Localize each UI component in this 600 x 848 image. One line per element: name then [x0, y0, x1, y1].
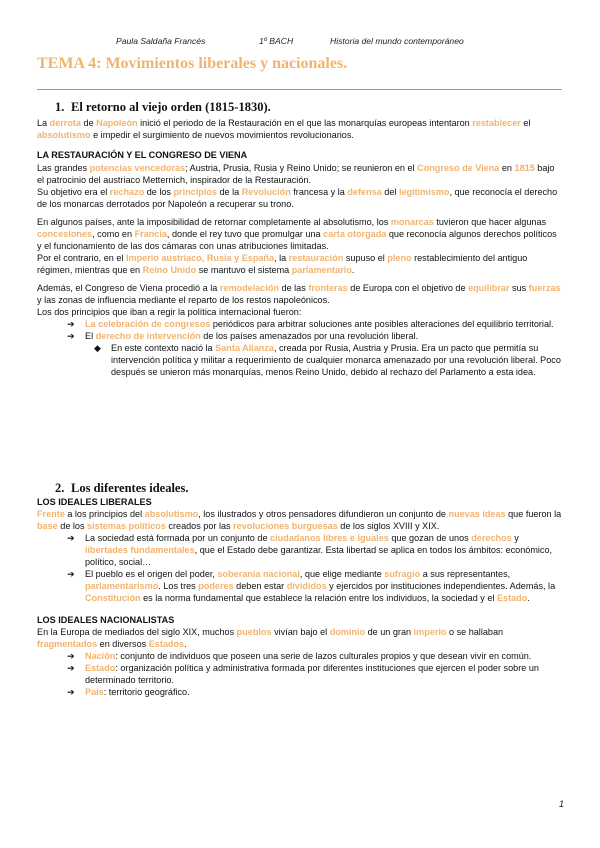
list-item-text: La sociedad está formada por un conjunto de ciudadanos libres e iguales que gozan de unos derechos y libertades fundamentales, que el Estado debe garantizar. Esta libertad se aplica en todos los ámbitos: económico, político, social… [85, 533, 553, 567]
highlighted-term: derecho de intervención [95, 331, 201, 341]
section-2-heading-text: Los diferentes ideales. [71, 481, 189, 495]
highlighted-term: libertades fundamentales [85, 545, 195, 555]
section-1-heading-text: El retorno al viejo orden (1815-1830). [71, 100, 271, 114]
highlighted-term: defensa [347, 187, 382, 197]
highlighted-term: monarcas [390, 217, 434, 227]
highlighted-term: pleno [387, 253, 412, 263]
list-item-text: Nación: conjunto de individuos que poseen una serie de lazos culturales propios y que desean vivir en común. [85, 651, 532, 661]
highlighted-term: Revolución [241, 187, 291, 197]
highlighted-term: absolutismo [37, 130, 91, 140]
highlighted-term: revoluciones burguesas [233, 521, 338, 531]
highlighted-term: sufragio [384, 569, 421, 579]
list-item [37, 662, 563, 686]
arrow-bullet-icon: ➔ [67, 331, 75, 341]
highlighted-term: absolutismo [144, 509, 199, 519]
list-item-text: Estado: organización política y administrativa formada por diferentes instituciones que ejercen el poder sobre un determinado territorio. [85, 663, 539, 685]
subheading-liberales: LOS IDEALES LIBERALES [37, 497, 152, 507]
list-subitem-text: En este contexto nació la Santa Alianza, creada por Rusia, Austria y Prusia. Era un pacto que permitía su intervención política y militar a requerimiento de cualquier monarca amenazado por una revolución liberal. Poco después se unieron más monarquías, menos Reino Unido, debido al rechazo del Parlamento a esta idea. [111, 343, 561, 377]
highlighted-term: divididos [286, 581, 327, 591]
highlighted-term: derrota [49, 118, 81, 128]
list-item [37, 650, 563, 662]
section-2-number: 2. [55, 481, 65, 495]
paragraph: Además, el Congreso de Viena procedió a la remodelación de las fronteras de Europa con el objetivo de equilibrar sus fuerzas y las zonas de influencia mediante el reparto de los restos napoleónicos. [37, 283, 561, 305]
highlighted-term: Estados [148, 639, 185, 649]
section-1 [37, 101, 563, 378]
highlighted-term: Frente [37, 509, 65, 519]
highlighted-term: soberanía nacional [217, 569, 300, 579]
list-item-text: La celebración de congresos periódicos para arbitrar soluciones ante posibles alteraciones del equilibrio territorial. [85, 319, 554, 329]
highlighted-term: concesiones [37, 229, 93, 239]
paragraph: Por el contrario, en el Imperio austriaco, Rusia y España, la restauración supuso el pleno restablecimiento del antiguo régimen, mientras que en Reino Unido se mantuvo el sistema parlamentario. [37, 253, 528, 275]
list-item [37, 532, 563, 568]
highlighted-term: 1815 [514, 163, 535, 173]
highlighted-term: base [37, 521, 58, 531]
highlighted-term: remodelación [219, 283, 279, 293]
highlighted-term: Nación [85, 651, 116, 661]
section-1-heading [37, 101, 563, 113]
arrow-bullet-icon: ➔ [67, 319, 75, 329]
header-subject: Historia del mundo contemporáneo [330, 36, 464, 46]
highlighted-term: Napoleón [96, 118, 138, 128]
paragraph: Su objetivo era el rechazo de los principios de la Revolución francesa y la defensa del legitimismo, que reconocía el derecho de los monarcas derrotados por Napoleón a recuperar su trono. [37, 187, 558, 209]
highlighted-term: poderes [198, 581, 234, 591]
highlighted-term: Santa Alianza [215, 343, 274, 353]
highlighted-term: restablecer [472, 118, 521, 128]
title-divider [37, 89, 562, 90]
highlighted-term: carta otorgada [323, 229, 387, 239]
list-item [37, 330, 563, 342]
arrow-bullet-icon: ➔ [67, 569, 75, 579]
list-item-text: País: territorio geográfico. [85, 687, 190, 697]
highlighted-term: Constitución [85, 593, 141, 603]
highlighted-term: ciudadanos libres e iguales [270, 533, 389, 543]
list-item [37, 686, 563, 698]
paragraph: Los dos principios que iban a regir la política internacional fueron: [37, 307, 302, 317]
arrow-bullet-icon: ➔ [67, 651, 75, 661]
highlighted-term: Estado [85, 663, 116, 673]
highlighted-term: La celebración de congresos [85, 319, 211, 329]
paragraph: Las grandes potencias vencedoras; Austria, Prusia, Rusia y Reino Unido; se reunieron en el Congreso de Viena en 1815 bajo el patrocinio del austriaco Metternich, inspirador de la Restauración. [37, 163, 555, 185]
header-course: 1º BACH [259, 36, 294, 46]
section-1-number: 1. [55, 100, 65, 114]
highlighted-term: pueblos [236, 627, 272, 637]
list-item [37, 318, 563, 330]
highlighted-term: rechazo [109, 187, 145, 197]
header-author: Paula Saldaña Francés [116, 36, 206, 46]
highlighted-term: fuerzas [528, 283, 561, 293]
highlighted-term: Reino Unido [142, 265, 197, 275]
highlighted-term: restauración [288, 253, 344, 263]
highlighted-term: fragmentados [37, 639, 98, 649]
paragraph: Frente a los principios del absolutismo, los ilustrados y otros pensadores difundieron un conjunto de nuevas ideas que fueron la base de los sistemas políticos creados por las revoluciones burguesas de los siglos XVIII y XIX. [37, 509, 562, 531]
highlighted-term: potencias vencedoras [89, 163, 186, 173]
highlighted-term: Imperio austriaco, Rusia y España [125, 253, 275, 263]
highlighted-term: parlamentario [291, 265, 352, 275]
highlighted-term: equilibrar [468, 283, 510, 293]
highlighted-term: principios [173, 187, 217, 197]
arrow-bullet-icon: ➔ [67, 687, 75, 697]
list-item [37, 568, 563, 604]
subheading-nacionalistas: LOS IDEALES NACIONALISTAS [37, 615, 175, 625]
arrow-bullet-icon: ➔ [67, 663, 75, 673]
subheading-restauracion: LA RESTAURACIÓN Y EL CONGRESO DE VIENA [37, 150, 248, 160]
arrow-bullet-icon: ➔ [67, 533, 75, 543]
highlighted-term: dominio [329, 627, 366, 637]
highlighted-term: sistemas políticos [87, 521, 166, 531]
section-2-heading [37, 482, 563, 494]
highlighted-term: imperio [413, 627, 447, 637]
highlighted-term: derechos [471, 533, 512, 543]
paragraph: La derrota de Napoleón inició el periodo de la Restauración en el que las monarquías europeas intentaron restablecer el absolutismo e impedir el surgimiento de nuevos movimientos revolucionarios. [37, 118, 531, 140]
highlighted-term: Congreso de Viena [417, 163, 500, 173]
highlighted-term: nuevas ideas [448, 509, 506, 519]
highlighted-term: fronteras [308, 283, 348, 293]
paragraph: En algunos países, ante la imposibilidad de retornar completamente al absolutismo, los monarcas tuvieron que hacer algunas concesiones, como en Francia, donde el rey tuvo que promulgar una carta otorgada que reconocía algunos derechos políticos y el funcionamiento de las dos cámaras con unas atribuciones limitadas. [37, 217, 557, 251]
highlighted-term: parlamentarismo [85, 581, 159, 591]
list-item-text: El pueblo es el origen del poder, soberanía nacional, que elige mediante sufragio a sus representantes, parlamentarismo. Los tres poderes deben estar divididos y ejercidos por instituciones independientes. Además, la Constitución es la norma fundamental que establece la relación entre los individuos, la sociedad y el Estado. [85, 569, 556, 603]
diamond-bullet-icon: ◆ [94, 343, 101, 353]
list-subitem [37, 342, 563, 378]
highlighted-term: Estado [496, 593, 528, 603]
highlighted-term: País [85, 687, 104, 697]
list-item-text: El derecho de intervención de los países amenazados por una revolución liberal. [85, 331, 419, 341]
paragraph: En la Europa de mediados del siglo XIX, muchos pueblos vivían bajo el dominio de un gran imperio o se hallaban fragmentados en diversos Estados. [37, 627, 504, 649]
page-title: TEMA 4: Movimientos liberales y nacionales. [37, 55, 348, 72]
highlighted-term: Francia [134, 229, 167, 239]
highlighted-term: legitimismo [398, 187, 450, 197]
section-2 [37, 482, 563, 698]
page-number: 1 [559, 799, 565, 809]
